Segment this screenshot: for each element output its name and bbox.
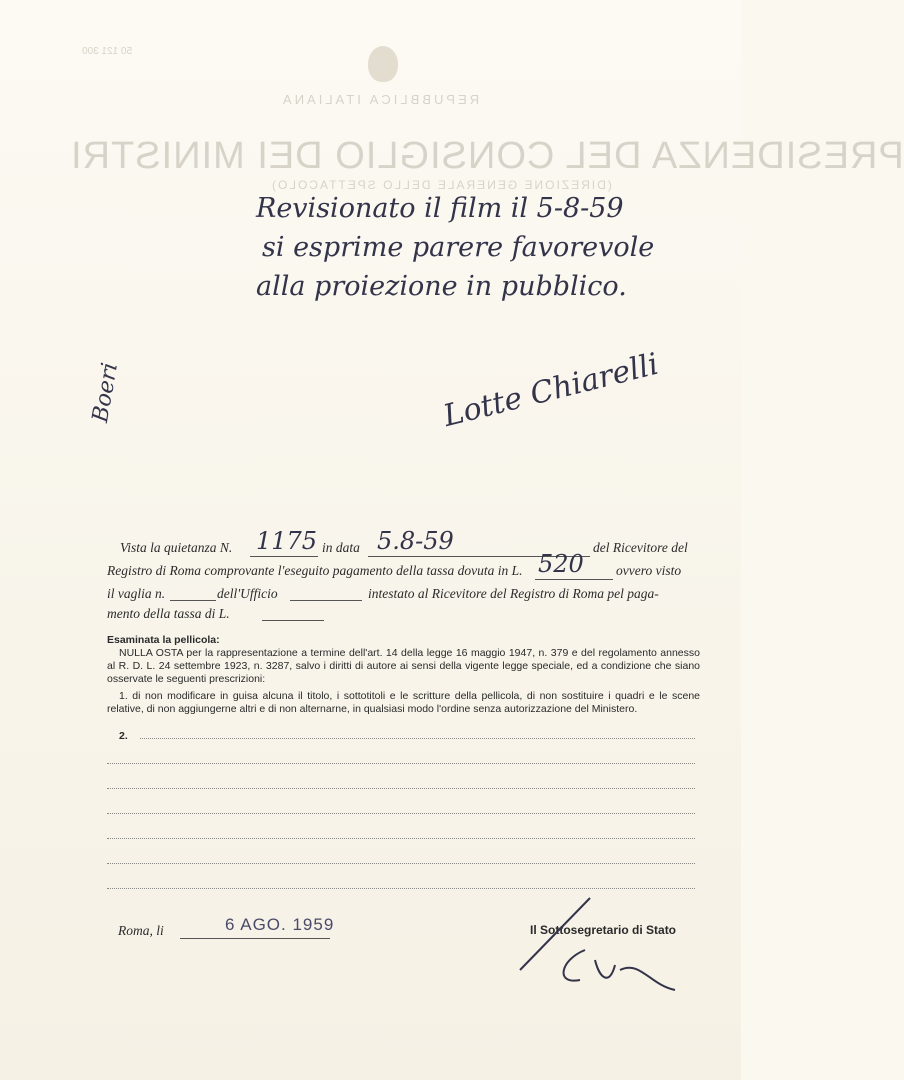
prescription-line-1 — [140, 738, 695, 739]
tassa-amount-line — [262, 620, 324, 621]
prescription-line-3 — [107, 788, 695, 789]
vaglia-number-line — [170, 600, 216, 601]
handwritten-note-line3: alla proiezione in pubblico. — [256, 271, 627, 302]
sottosegretario-label: Il Sottosegretario di Stato — [530, 923, 677, 937]
prescription-line-2 — [107, 763, 695, 764]
prescription-1: 1. di non modificare in guisa alcuna il titolo, i sottotitoli e le scritture della pellicola, di non sostituire i quadri e le scene relative, di non aggiungerne altri e di non alternarne, in qualsiasi modo l'ordine senza autorizzazione del Ministero. — [107, 690, 700, 715]
signature-stroke-icon — [500, 890, 700, 1010]
date-line — [180, 938, 330, 939]
ufficio-line — [290, 600, 362, 601]
date-stamp: 6 AGO. 1959 — [225, 915, 335, 934]
form-in-data-label: in data — [322, 540, 360, 555]
esaminata-label: Esaminata la pellicola: — [107, 634, 220, 646]
form-vaglia-label: il vaglia n. — [107, 586, 166, 601]
nulla-osta-paragraph: NULLA OSTA per la rappresentazione a termine dell'art. 14 della legge 16 maggio 1947, n. 379 e del regolamento annesso al R. D. L. 24 settembre 1923, n. 3287, salvo i diritti di autore ai sensi della vigente legge speciale, ed a condizione che siano osservate le seguenti prescrizioni: — [107, 647, 700, 685]
handwritten-note-line1: Revisionato il film il 5-8-59 — [256, 193, 624, 224]
faded-presidency-header: PRESIDENZA DEL CONSIGLIO DEI MINISTRI — [70, 135, 904, 177]
roma-li-label: Roma, li — [118, 923, 164, 938]
form-dell-ufficio-label: dell'Ufficio — [217, 586, 278, 601]
prescription-line-5 — [107, 838, 695, 839]
receipt-date-handwritten: 5.8-59 — [377, 527, 454, 555]
amount-handwritten: 520 — [538, 550, 584, 578]
form-registro-label: Registro di Roma comprovante l'eseguito pagamento della tassa dovuta in L. — [107, 563, 523, 578]
handwritten-margin-note: Boeri — [88, 360, 124, 425]
handwritten-signature-mid: Lotte Chiarelli — [440, 346, 662, 434]
handwritten-note-line2: si esprime parere favorevole — [262, 232, 655, 263]
signature-bottom-text — [600, 975, 602, 976]
form-intestato-label: intestato al Ricevitore del Registro di Roma pel paga- — [368, 586, 659, 601]
republic-emblem-faded — [368, 46, 398, 82]
receipt-number-line — [250, 556, 318, 557]
prescription-2: 2. — [119, 730, 128, 742]
amount-line — [535, 579, 613, 580]
form-mento-label: mento della tassa di L. — [107, 606, 230, 621]
form-del-ricevitore-label: del Ricevitore del — [593, 540, 688, 555]
form-vista-label: Vista la quietanza N. — [120, 540, 233, 555]
receipt-number-handwritten: 1175 — [256, 527, 318, 555]
faded-republic-header: REPUBBLICA ITALIANA — [280, 92, 480, 107]
prescription-line-4 — [107, 813, 695, 814]
form-ovvero-visto-label: ovvero visto — [616, 563, 682, 578]
faded-directorate-header: (DIREZIONE GENERALE DELLO SPETTACOLO) — [270, 178, 612, 192]
prescription-line-7 — [107, 888, 695, 889]
faded-corner-number: 50 121 300 — [82, 46, 133, 57]
prescription-line-6 — [107, 863, 695, 864]
